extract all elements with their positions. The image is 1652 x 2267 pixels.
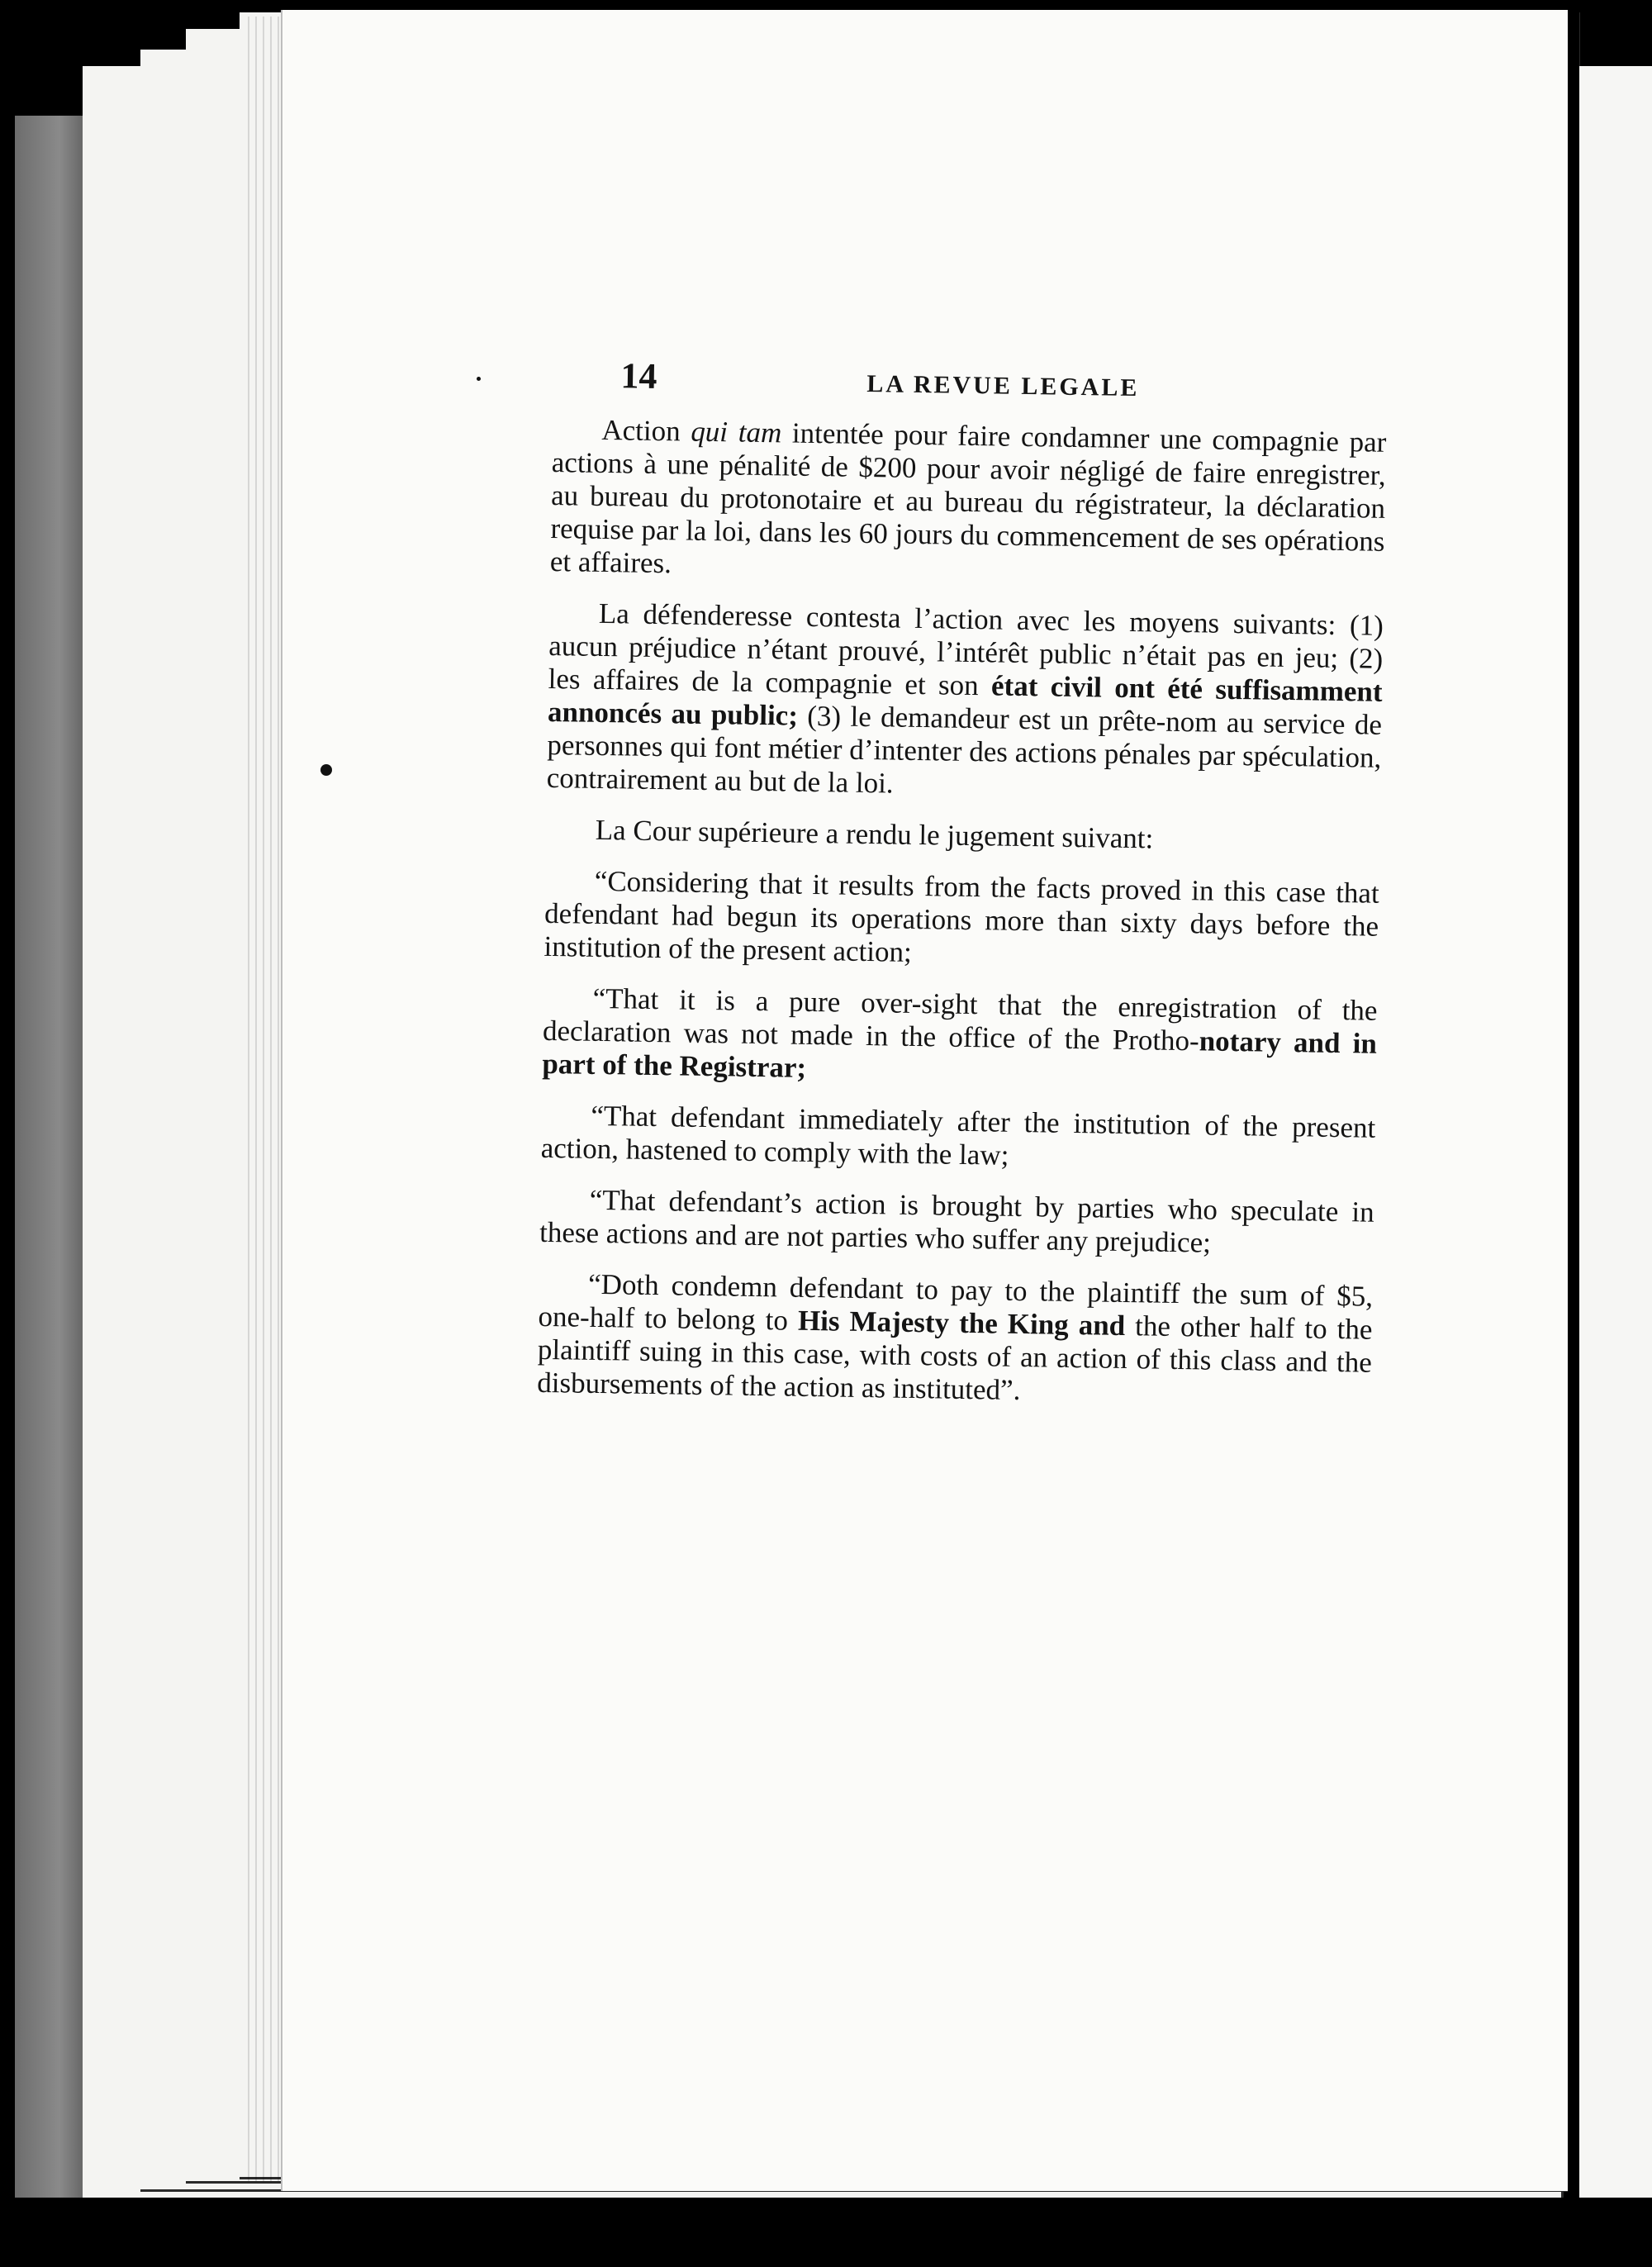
paragraph-4: “Considering that it results from the facts proved in this case that defendant had begun its operations more than sixty days before the institution of the present action; <box>544 864 1380 968</box>
italic-text: qui tam <box>691 415 782 449</box>
paragraph-3: La Cour supérieure a rendu le jugement suivant: <box>595 813 1154 855</box>
page-fold-lines <box>248 17 281 2181</box>
ink-speck <box>320 764 332 776</box>
background-strip <box>15 116 89 2264</box>
text-run: “Doth condemn defendant to pay to the plaintiff the sum of $5, one-half to belong to <box>538 1267 1374 1337</box>
text-run: Action <box>601 413 691 448</box>
paragraph-6: “That defendant immediately after the institution of the present action, hastened to comply with the law; <box>540 1099 1376 1172</box>
opposite-page-edge <box>1579 66 1652 2206</box>
bold-text: notary and in part of the Registrar; <box>542 1024 1378 1084</box>
text-run: intentée pour faire condamner une compagnie par actions à une pénalité de $200 pour avoir négligé de faire enregistrer, au bureau du protonotaire et au bureau du régistrateur, la déclaration requise par la loi, dans les 60 jours du commencement de ses opérations et affaires. <box>549 416 1387 580</box>
bold-text: état civil ont été suffisamment annoncés au public; <box>547 669 1383 732</box>
bottom-border <box>0 2198 1652 2267</box>
text-run: La défenderesse contesta l’action avec les moyens suivants: (1) aucun préjudice n’étant prouvé, l’intérêt public n’était pas en jeu; (2) les affaires de la compagnie et son <box>548 596 1384 702</box>
running-title: LA REVUE LEGALE <box>866 369 1140 402</box>
ink-speck <box>477 377 481 381</box>
paragraph-7: “That defendant’s action is brought by parties who speculate in these actions and are not parties who suffer any prejudice; <box>539 1183 1374 1259</box>
text-run: (3) le demandeur est un prête-nom au service de personnes qui font métier d’intenter des actions pénales par spéculation, contrairement au but de la loi. <box>546 699 1383 800</box>
book-gutter <box>1568 0 1579 2267</box>
text-run: the other half to the plaintiff suing in this case, with costs of an action of this class and the disbursements of the action as instituted”. <box>537 1309 1373 1407</box>
bold-text: His Majesty the King and <box>797 1304 1126 1343</box>
paragraph-8 <box>537 1267 1373 1413</box>
paragraph-1 <box>550 413 1387 592</box>
paragraph-2 <box>546 596 1384 808</box>
page-header <box>553 347 1388 426</box>
page-text <box>537 347 1388 1431</box>
page-number: 14 <box>620 355 657 397</box>
text-run: “That it is a pure over-sight that the enregistration of the declaration was not made in the office of the Protho <box>542 981 1378 1057</box>
paragraph-5: “That it is a pure over-sight that the enregistration of the declaration was not made in the office of the Protho-notary and in part of the Registrar; <box>542 981 1378 1084</box>
